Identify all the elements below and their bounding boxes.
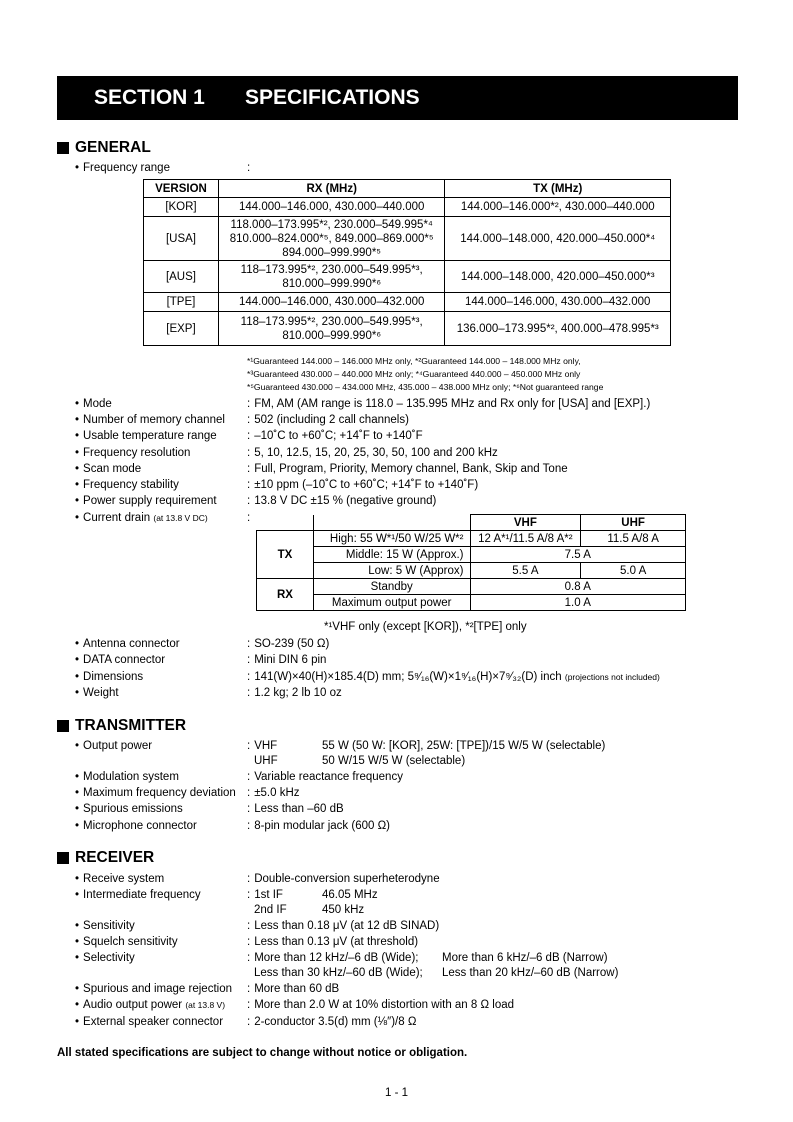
table-row bbox=[144, 261, 671, 293]
spec-label: • Usable temperature range bbox=[75, 429, 217, 443]
current-drain-label: Current drain bbox=[83, 512, 151, 524]
rx-line: 810.000–999.990*⁶ bbox=[282, 329, 382, 342]
combined-cell: 7.5 A bbox=[470, 547, 686, 563]
dimensions-value: 141(W)×40(H)×185.4(D) mm; 5⁹⁄₁₆(W)×1⁹⁄₁₆(H)×7⁹⁄₃₂(D) inch bbox=[254, 671, 562, 683]
transmitter-heading-text: TRANSMITTER bbox=[75, 717, 187, 734]
version-cell: [TPE] bbox=[144, 293, 219, 312]
spec-value: : More than 2.0 W at 10% distortion with an 8 Ω load bbox=[247, 998, 514, 1012]
spec-value: : More than 60 dB bbox=[247, 982, 339, 996]
combined-cell: 1.0 A bbox=[470, 595, 686, 611]
current-drain-note: *¹VHF only (except [KOR]), *²[TPE] only bbox=[324, 621, 527, 633]
item-cell: Maximum output power bbox=[313, 595, 470, 611]
current-drain-note: (at 13.8 V DC) bbox=[153, 513, 208, 523]
item-cell: Middle: 15 W (Approx.) bbox=[313, 547, 470, 563]
tx-label: TX bbox=[257, 531, 314, 579]
second-if-value: 450 kHz bbox=[322, 904, 365, 916]
rx-cell bbox=[218, 217, 445, 261]
combined-cell: 0.8 A bbox=[470, 579, 686, 595]
selectivity-wide-2: Less than 30 kHz/–60 dB (Wide); bbox=[254, 967, 423, 979]
spec-value: : Less than –60 dB bbox=[247, 802, 344, 816]
spec-value: : 1.2 kg; 2 lb 10 oz bbox=[247, 686, 342, 700]
first-if-value: 46.05 MHz bbox=[322, 889, 378, 901]
frequency-range-table bbox=[143, 179, 671, 346]
item-cell: Low: 5 W (Approx) bbox=[313, 563, 470, 579]
spec-value: : Double-conversion superheterodyne bbox=[247, 872, 440, 886]
spec-label: • Number of memory channel bbox=[75, 413, 225, 427]
uhf-band: UHF bbox=[254, 755, 278, 767]
rx-line: 810.000–824.000*⁵, 849.000–869.000*⁵ bbox=[229, 232, 434, 245]
spec-label: • Mode bbox=[75, 397, 112, 411]
spec-label: • Scan mode bbox=[75, 462, 141, 476]
heading-square-icon bbox=[57, 142, 69, 154]
spec-value: : 5, 10, 12.5, 15, 20, 25, 30, 50, 100 and 200 kHz bbox=[247, 446, 498, 460]
frequency-footnotes bbox=[247, 355, 603, 394]
rx-cell bbox=[218, 312, 445, 346]
heading-square-icon bbox=[57, 852, 69, 864]
rx-label: RX bbox=[257, 579, 314, 611]
spec-label bbox=[75, 511, 208, 525]
receiver-heading bbox=[57, 849, 154, 867]
spec-label: • Spurious and image rejection bbox=[75, 982, 232, 996]
table-row bbox=[257, 595, 686, 611]
rx-line: 118.000–173.995*², 230.000–549.995*⁴ bbox=[230, 218, 433, 231]
tx-cell: 136.000–173.995*², 400.000–478.995*³ bbox=[445, 312, 671, 346]
spec-label: • Output power bbox=[75, 739, 152, 753]
current-drain-table bbox=[256, 514, 686, 611]
uhf-cell: 5.0 A bbox=[581, 563, 686, 579]
tx-cell: 144.000–148.000, 420.000–450.000*⁴ bbox=[445, 217, 671, 261]
spec-value: : 8-pin modular jack (600 Ω) bbox=[247, 819, 390, 833]
spec-value: : 13.8 V DC ±15 % (negative ground) bbox=[247, 494, 436, 508]
version-cell: [KOR] bbox=[144, 198, 219, 217]
spec-label: • Spurious emissions bbox=[75, 802, 183, 816]
spec-label: • Frequency stability bbox=[75, 478, 179, 492]
vhf-cell: 12 A*¹/11.5 A/8 A*² bbox=[470, 531, 581, 547]
spec-label: • Power supply requirement bbox=[75, 494, 217, 508]
spec-label: • Frequency range bbox=[75, 161, 170, 175]
rx-line: 118–173.995*², 230.000–549.995*³, bbox=[240, 315, 423, 328]
disclaimer: All stated specifications are subject to change without notice or obligation. bbox=[57, 1047, 468, 1059]
footnote-line: *³Guaranteed 430.000 – 440.000 MHz only; *⁴Guaranteed 440.000 – 450.000 MHz only bbox=[247, 369, 581, 379]
section-banner bbox=[57, 76, 738, 120]
general-heading-text: GENERAL bbox=[75, 139, 151, 156]
item-cell: High: 55 W*¹/50 W/25 W*² bbox=[313, 531, 470, 547]
uhf-cell: 11.5 A/8 A bbox=[581, 531, 686, 547]
spec-label: • Maximum frequency deviation bbox=[75, 786, 236, 800]
spec-label: • Receive system bbox=[75, 872, 164, 886]
audio-label: Audio output power bbox=[83, 999, 183, 1011]
table-row bbox=[257, 531, 686, 547]
section-title: SPECIFICATIONS bbox=[245, 86, 420, 109]
second-if-label: 2nd IF bbox=[254, 904, 287, 916]
table-row bbox=[144, 312, 671, 346]
header-vhf: VHF bbox=[470, 515, 581, 531]
table-row bbox=[144, 217, 671, 261]
general-heading bbox=[57, 139, 151, 157]
tx-cell: 144.000–146.000, 430.000–432.000 bbox=[445, 293, 671, 312]
rx-cell: 144.000–146.000, 430.000–432.000 bbox=[218, 293, 445, 312]
spec-label: • DATA connector bbox=[75, 653, 165, 667]
spec-value bbox=[247, 161, 254, 175]
table-row bbox=[257, 563, 686, 579]
spec-value: : SO-239 (50 Ω) bbox=[247, 637, 329, 651]
tx-cell: 144.000–146.000*², 430.000–440.000 bbox=[445, 198, 671, 217]
tx-cell: 144.000–148.000, 420.000–450.000*³ bbox=[445, 261, 671, 293]
selectivity-narrow-1: More than 6 kHz/–6 dB (Narrow) bbox=[442, 952, 608, 964]
spec-label: • Antenna connector bbox=[75, 637, 180, 651]
uhf-output-value: 50 W/15 W/5 W (selectable) bbox=[322, 755, 466, 767]
vhf-cell: 5.5 A bbox=[470, 563, 581, 579]
spec-label: • Sensitivity bbox=[75, 919, 135, 933]
spec-value: : More than 12 kHz/–6 dB (Wide); bbox=[247, 951, 418, 965]
version-cell: [EXP] bbox=[144, 312, 219, 346]
spec-value: : –10˚C to +60˚C; +14˚F to +140˚F bbox=[247, 429, 423, 443]
page-number: 1 - 1 bbox=[384, 1087, 408, 1099]
spec-value: : 502 (including 2 call channels) bbox=[247, 413, 409, 427]
table-header-row bbox=[257, 515, 686, 531]
spec-value: : Variable reactance frequency bbox=[247, 770, 403, 784]
rx-line: 894.000–999.990*⁵ bbox=[282, 246, 382, 259]
table-header-row bbox=[144, 180, 671, 198]
spec-value bbox=[247, 511, 254, 525]
spec-value: : ±10 ppm (–10˚C to +60˚C; +14˚F to +140˚F) bbox=[247, 478, 478, 492]
spec-value: : VHF bbox=[247, 739, 277, 753]
dimensions-note: (projections not included) bbox=[564, 672, 660, 682]
header-version: VERSION bbox=[144, 180, 219, 198]
version-cell: [AUS] bbox=[144, 261, 219, 293]
spec-label: • Weight bbox=[75, 686, 119, 700]
spec-label: • Squelch sensitivity bbox=[75, 935, 178, 949]
header-rx: RX (MHz) bbox=[218, 180, 445, 198]
spec-label: • Dimensions bbox=[75, 670, 143, 684]
audio-label-note: (at 13.8 V) bbox=[185, 1000, 226, 1010]
footnote-line: *¹Guaranteed 144.000 – 146.000 MHz only, *²Guaranteed 144.000 – 148.000 MHz only, bbox=[247, 356, 581, 366]
rx-line: 810.000–999.990*⁶ bbox=[282, 277, 382, 290]
spec-value: : 1st IF bbox=[247, 888, 283, 902]
header-uhf: UHF bbox=[581, 515, 686, 531]
spec-label: • Intermediate frequency bbox=[75, 888, 201, 902]
table-row bbox=[144, 293, 671, 312]
spec-label bbox=[75, 998, 225, 1012]
table-row bbox=[257, 579, 686, 595]
receiver-heading-text: RECEIVER bbox=[75, 849, 155, 866]
spec-value: : Less than 0.13 μV (at threshold) bbox=[247, 935, 418, 949]
spec-label: • Frequency resolution bbox=[75, 446, 190, 460]
header-tx: TX (MHz) bbox=[445, 180, 671, 198]
rx-cell: 144.000–146.000, 430.000–440.000 bbox=[218, 198, 445, 217]
table-row bbox=[257, 547, 686, 563]
spec-value: : Less than 0.18 μV (at 12 dB SINAD) bbox=[247, 919, 439, 933]
spec-value: : FM, AM (AM range is 118.0 – 135.995 MHz and Rx only for [USA] and [EXP].) bbox=[247, 397, 650, 411]
rx-cell bbox=[218, 261, 445, 293]
rx-line: 118–173.995*², 230.000–549.995*³, bbox=[240, 263, 423, 276]
empty-cell bbox=[313, 515, 470, 531]
empty-cell bbox=[257, 515, 314, 531]
spec-label: • Selectivity bbox=[75, 951, 135, 965]
table-row bbox=[144, 198, 671, 217]
spec-label: • External speaker connector bbox=[75, 1015, 223, 1029]
version-cell: [USA] bbox=[144, 217, 219, 261]
spec-value: : Mini DIN 6 pin bbox=[247, 653, 326, 667]
spec-value: : 2-conductor 3.5(d) mm (⅛″)/8 Ω bbox=[247, 1015, 416, 1029]
footnote-line: *⁵Guaranteed 430.000 – 434.000 MHz, 435.000 – 438.000 MHz only; *⁶Not guaranteed range bbox=[247, 382, 604, 392]
spec-label: • Modulation system bbox=[75, 770, 179, 784]
vhf-output-value: 55 W (50 W: [KOR], 25W: [TPE])/15 W/5 W (selectable) bbox=[322, 740, 606, 752]
selectivity-narrow-2: Less than 20 kHz/–60 dB (Narrow) bbox=[442, 967, 619, 979]
spec-value: : Full, Program, Priority, Memory channel, Bank, Skip and Tone bbox=[247, 462, 568, 476]
section-number: SECTION 1 bbox=[94, 86, 205, 109]
transmitter-heading bbox=[57, 717, 186, 735]
item-cell: Standby bbox=[313, 579, 470, 595]
heading-square-icon bbox=[57, 720, 69, 732]
spec-value bbox=[247, 670, 660, 684]
spec-label: • Microphone connector bbox=[75, 819, 197, 833]
spec-value: : ±5.0 kHz bbox=[247, 786, 300, 800]
